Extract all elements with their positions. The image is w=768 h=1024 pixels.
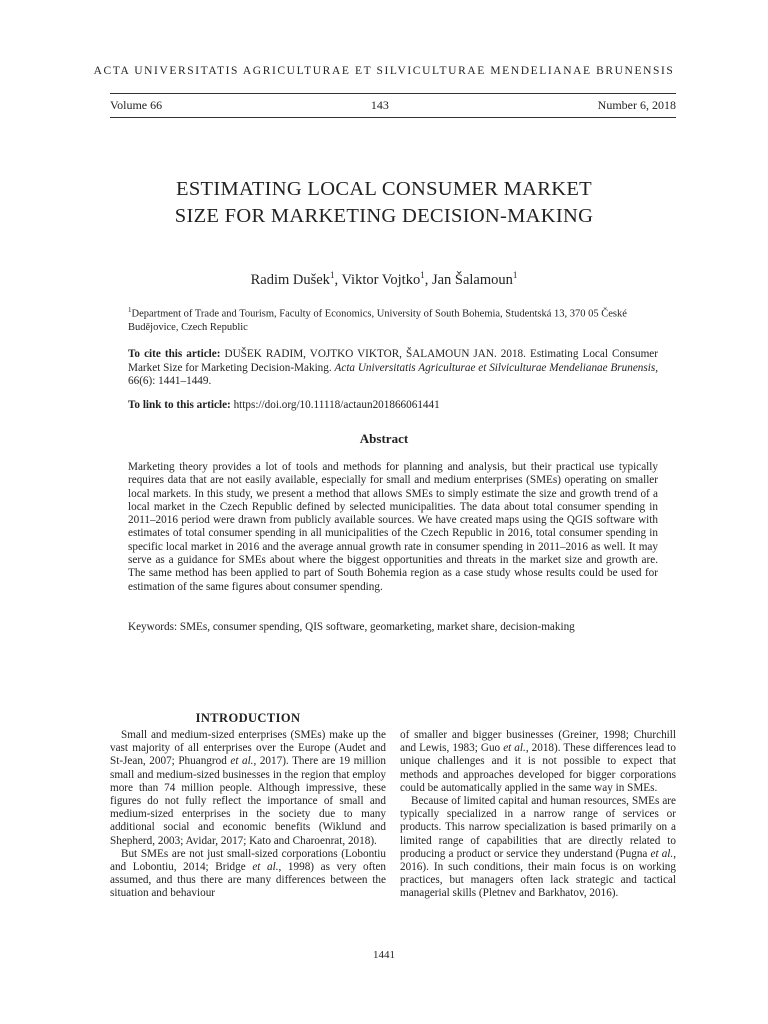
text-run-italic: et al. bbox=[230, 755, 254, 768]
affiliation-mark: 1 bbox=[128, 306, 132, 314]
abstract-text: Marketing theory provides a lot of tools and methods for planning and analysis, but their practical use typically requires data that are not easily available, especially for small and medium enterprises (SMEs) operating on smaller local markets. In this study, we present a method that allows SMEs to simply estimate the size and growth trend of a local market in the Czech Republic defined by selected municipalities. The data about total consumer spending in 2011–2016 period were drawn from publicly available sources. We have created maps using the QGIS software with estimates of total consumer spending in all municipalities of the Czech Republic in 2016, total consumer spending in specific local market in 2016 and the average annual growth rate in consumer spending in 2011–2016 as well. It may serve as a guidance for SMEs about where the biggest opportunities and threats in the market size and growth are. The same method has been applied to part of South Bohemia region as a case study whose results could be used for estimation of the same figures about consumer spending. bbox=[128, 461, 658, 593]
header-rule-bottom bbox=[110, 117, 676, 118]
introduction-heading: INTRODUCTION bbox=[195, 711, 301, 725]
affiliation bbox=[128, 304, 658, 334]
citation-label: To cite this article: bbox=[128, 348, 221, 360]
citation-pages: 66(6): 1441–1449. bbox=[128, 375, 212, 387]
text-run: , 1998) as very often assumed, and thus there are many differences between the situation and behaviour bbox=[110, 861, 387, 900]
title-line-2: SIZE FOR MARKETING DECISION-MAKING bbox=[174, 205, 594, 227]
link-label: To link to this article: bbox=[128, 399, 231, 411]
author-name: Viktor Vojtko bbox=[341, 271, 421, 288]
keywords: Keywords: SMEs, consumer spending, QIS software, geomarketing, market share, decision-making bbox=[128, 621, 575, 633]
text-run-italic: et al. bbox=[252, 861, 279, 874]
paragraph bbox=[400, 795, 676, 901]
author-name: Jan Šalamoun bbox=[431, 271, 513, 288]
author-name: Radim Dušek bbox=[250, 271, 330, 288]
issue-info-row bbox=[110, 98, 676, 113]
text-run: Because of limited capital and human resources, SMEs are typically specialized in a narrow range of services or products. This narrow specialization is based primarily on a limited range of capabilities that are directly related to producing a product or service they understand (Pugna bbox=[400, 795, 676, 860]
title-line-1: ESTIMATING LOCAL CONSUMER MARKET bbox=[176, 178, 592, 200]
body-column-left bbox=[110, 729, 386, 901]
text-run: of smaller and bigger businesses (Greiner, 1998; Churchill and Lewis, 1983; Guo bbox=[400, 729, 676, 755]
issue-number: Number 6, 2018 bbox=[597, 98, 676, 112]
abstract-heading: Abstract bbox=[359, 431, 409, 446]
author-list: Radim Dušek$^1$, Viktor Vojtko$^1$, Jan Šalamoun$^1$ bbox=[250, 270, 518, 288]
text-run: , 2016). In such conditions, their main focus is on working practices, but managers often lack strategic and tactical managerial skills (Pletnev and Barkhatov, 2016). bbox=[400, 847, 677, 900]
header-rule-top bbox=[110, 93, 676, 94]
header-page-number: 143 bbox=[370, 98, 389, 112]
paragraph bbox=[110, 729, 386, 848]
body-column-right bbox=[400, 729, 676, 901]
paragraph bbox=[400, 729, 676, 795]
author-affiliation-mark: 1 bbox=[420, 270, 425, 280]
doi-link[interactable]: https://doi.org/10.11118/actaun201866061441 bbox=[233, 399, 440, 411]
author-affiliation-mark: 1 bbox=[512, 270, 518, 280]
citation-block bbox=[128, 348, 658, 389]
affiliation-text: Department of Trade and Tourism, Faculty of Economics, University of South Bohemia, Studentská 13, 370 05 České Budějovice, Czech Republic bbox=[128, 308, 627, 333]
text-run-italic: et al. bbox=[503, 742, 526, 755]
text-run: Small and medium-sized enterprises (SMEs) make up the vast majority of all enterprises over the Europe (Audet and St-Jean, 2007; Phuangrod bbox=[110, 729, 386, 768]
paragraph bbox=[110, 848, 386, 901]
article-title bbox=[0, 176, 768, 230]
journal-name: ACTA UNIVERSITATIS AGRICULTURAE ET SILVICULTURAE MENDELIANAE BRUNENSIS bbox=[93, 65, 675, 77]
author-affiliation-mark: 1 bbox=[329, 270, 335, 280]
text-run: But SMEs are not just small-sized corporations (Lobontiu and Lobontiu, 2014; Bridge bbox=[110, 847, 386, 874]
article-link-block bbox=[128, 399, 658, 411]
citation-journal: Acta Universitatis Agriculturae et Silviculturae Mendelianae Brunensis, bbox=[334, 361, 659, 374]
page-number: 1441 bbox=[373, 949, 395, 961]
citation-text: DUŠEK RADIM, VOJTKO VIKTOR, ŠALAMOUN JAN. 2018. Estimating Local Consumer Market Size for Marketing Decision-Making. bbox=[128, 348, 658, 374]
text-run: , 2018). These differences lead to unique challenges and it is not possible to expect that methods and approaches developed for bigger corporations could be automatically applied in the same way in SMEs. bbox=[400, 742, 677, 794]
text-run: , 2017). There are 19 million small and medium-sized businesses in the region that employ more than 74 million people. Although impressive, these figures do not fully reflect the importance of small and medium-sized enterprises in the society due to many additional social and economic benefits (Wiklund and Shepherd, 2003; Avidar, 2017; Kato and Charoenrat, 2018). bbox=[110, 755, 386, 847]
volume-label: Volume 66 bbox=[110, 98, 163, 112]
text-run-italic: et al. bbox=[650, 847, 674, 860]
